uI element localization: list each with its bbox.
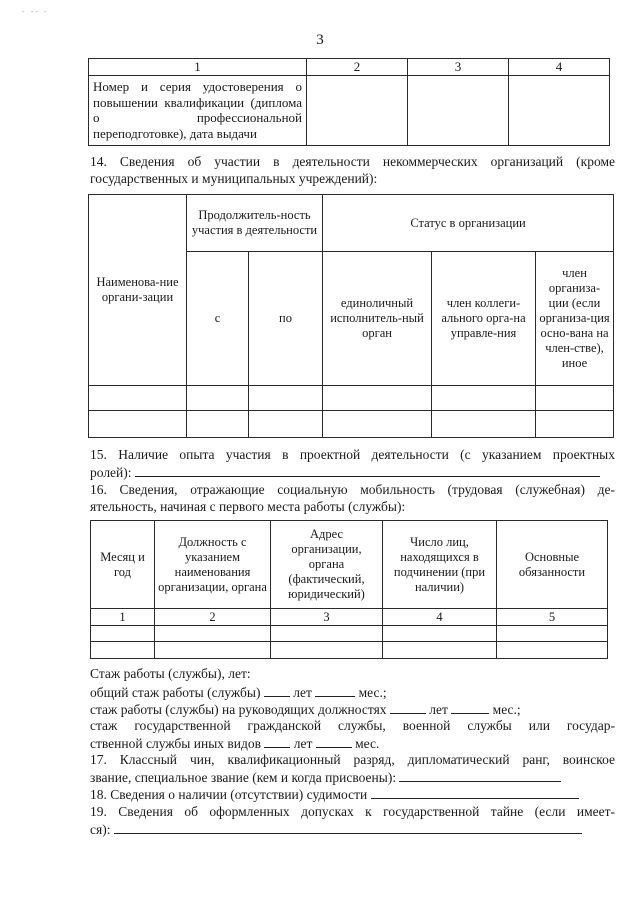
nonprofit-table <box>88 194 614 438</box>
section16-line2: ятельность, начиная с первого места работы (службы): <box>90 499 406 514</box>
col-number: 2 <box>155 609 271 626</box>
table-cell[interactable] <box>432 386 536 411</box>
table-cell[interactable] <box>187 411 249 438</box>
col-number-1: 1 <box>89 59 307 76</box>
table-cell[interactable] <box>155 626 271 642</box>
section19-line1: 19. Сведения об оформленных допусках к государственной тайне (если имеет- <box>90 804 615 819</box>
management-months-field[interactable] <box>451 700 489 714</box>
years-label: лет <box>429 702 448 717</box>
civil-years-field[interactable] <box>264 734 290 748</box>
civil-service-label: ственной службы иных видов <box>90 736 261 751</box>
section18-line <box>90 785 615 803</box>
table-cell[interactable] <box>271 642 383 659</box>
col-number-2: 2 <box>307 59 408 76</box>
total-years-field[interactable] <box>264 683 290 697</box>
table-cell[interactable] <box>91 642 155 659</box>
table-cell[interactable] <box>155 642 271 659</box>
certificate-row-label: Номер и серия удостоверения о повышении квалификации (диплома о профессиональной переподготовке), дата выдачи <box>89 75 307 145</box>
section14-line1: 14. Сведения об участии в деятельности некоммерческих организаций (кроме <box>90 154 615 169</box>
table-cell[interactable] <box>509 75 610 145</box>
section15-line2 <box>90 463 615 481</box>
section16-line1: 16. Сведения, отражающие социальную мобильность (трудовая (служебная) де- <box>90 482 615 497</box>
section18-label: 18. Сведения о наличии (отсутствии) судимости <box>90 787 368 802</box>
table-cell[interactable] <box>249 386 323 411</box>
scan-artifact: - -- - <box>22 8 49 16</box>
qualification-table <box>88 58 610 146</box>
criminal-record-field[interactable] <box>371 785 579 799</box>
total-experience-label: общий стаж работы (службы) <box>90 685 261 700</box>
section15-label: ролей): <box>90 465 132 480</box>
months-label: мес.; <box>358 685 387 700</box>
months-label: мес.; <box>492 702 521 717</box>
header-address: Адрес организации, органа (фактический, юридический) <box>271 521 383 609</box>
rank-field[interactable] <box>399 768 561 782</box>
header-from: с <box>187 252 249 386</box>
section14-line2: государственных и муниципальных учреждений): <box>90 171 378 186</box>
header-position: Должность с указанием наименования организации, органа <box>155 521 271 609</box>
section15-line1: 15. Наличие опыта участия в проектной деятельности (с указанием проектных <box>90 447 615 462</box>
management-experience-line <box>90 700 615 718</box>
table-cell[interactable] <box>323 411 432 438</box>
header-organization-member: член организа-ции (если организа-ция осно-вана на член-стве), иное <box>536 252 614 386</box>
career-table <box>90 520 608 659</box>
table-cell[interactable] <box>536 411 614 438</box>
header-month-year: Месяц и год <box>91 521 155 609</box>
table-cell[interactable] <box>187 386 249 411</box>
table-cell[interactable] <box>497 642 608 659</box>
page-number: 3 <box>316 32 324 48</box>
header-subordinates: Число лиц, находящихся в подчинении (при наличии) <box>383 521 497 609</box>
project-roles-field[interactable] <box>135 463 600 477</box>
table-cell[interactable] <box>323 386 432 411</box>
section17-line1: 17. Классный чин, квалификационный разряд, дипломатический ранг, воинское <box>90 752 615 767</box>
col-number: 5 <box>497 609 608 626</box>
table-cell[interactable] <box>271 626 383 642</box>
col-number: 3 <box>271 609 383 626</box>
experience-title: Стаж работы (службы), лет: <box>90 666 251 681</box>
table-cell[interactable] <box>408 75 509 145</box>
management-experience-label: стаж работы (службы) на руководящих должностях <box>90 702 387 717</box>
total-experience-line <box>90 683 615 701</box>
total-months-field[interactable] <box>315 683 355 697</box>
section17-label: звание, специальное звание (кем и когда присвоены): <box>90 770 397 785</box>
management-years-field[interactable] <box>390 700 426 714</box>
table-cell[interactable] <box>91 626 155 642</box>
col-number-3: 3 <box>408 59 509 76</box>
table-cell[interactable] <box>249 411 323 438</box>
header-organization-name: Наименова-ние органи-зации <box>89 195 187 386</box>
section17-line2 <box>90 768 615 786</box>
col-number: 4 <box>383 609 497 626</box>
years-label: лет <box>293 736 313 751</box>
years-label: лет <box>293 685 312 700</box>
header-sole-executive: единоличный исполнитель-ный орган <box>323 252 432 386</box>
section19-line2 <box>90 820 615 838</box>
secret-clearance-field[interactable] <box>114 820 582 834</box>
table-cell[interactable] <box>497 626 608 642</box>
col-number: 1 <box>91 609 155 626</box>
header-organization-status: Статус в организации <box>323 195 614 252</box>
table-cell[interactable] <box>432 411 536 438</box>
civil-service-line2 <box>90 734 615 752</box>
header-participation-duration: Продолжитель-ность участия в деятельности <box>187 195 323 252</box>
table-cell[interactable] <box>383 626 497 642</box>
header-collegial-member: член коллеги-ального орга-на управле-ния <box>432 252 536 386</box>
months-label: мес. <box>355 736 380 751</box>
header-duties: Основные обязанности <box>497 521 608 609</box>
section19-label: ся): <box>90 822 111 837</box>
table-cell[interactable] <box>89 386 187 411</box>
table-cell[interactable] <box>89 411 187 438</box>
table-cell[interactable] <box>383 642 497 659</box>
table-cell[interactable] <box>307 75 408 145</box>
civil-service-line1: стаж государственной гражданской службы, военной службы или государ- <box>90 718 615 733</box>
col-number-4: 4 <box>509 59 610 76</box>
table-cell[interactable] <box>536 386 614 411</box>
header-to: по <box>249 252 323 386</box>
civil-months-field[interactable] <box>316 734 352 748</box>
